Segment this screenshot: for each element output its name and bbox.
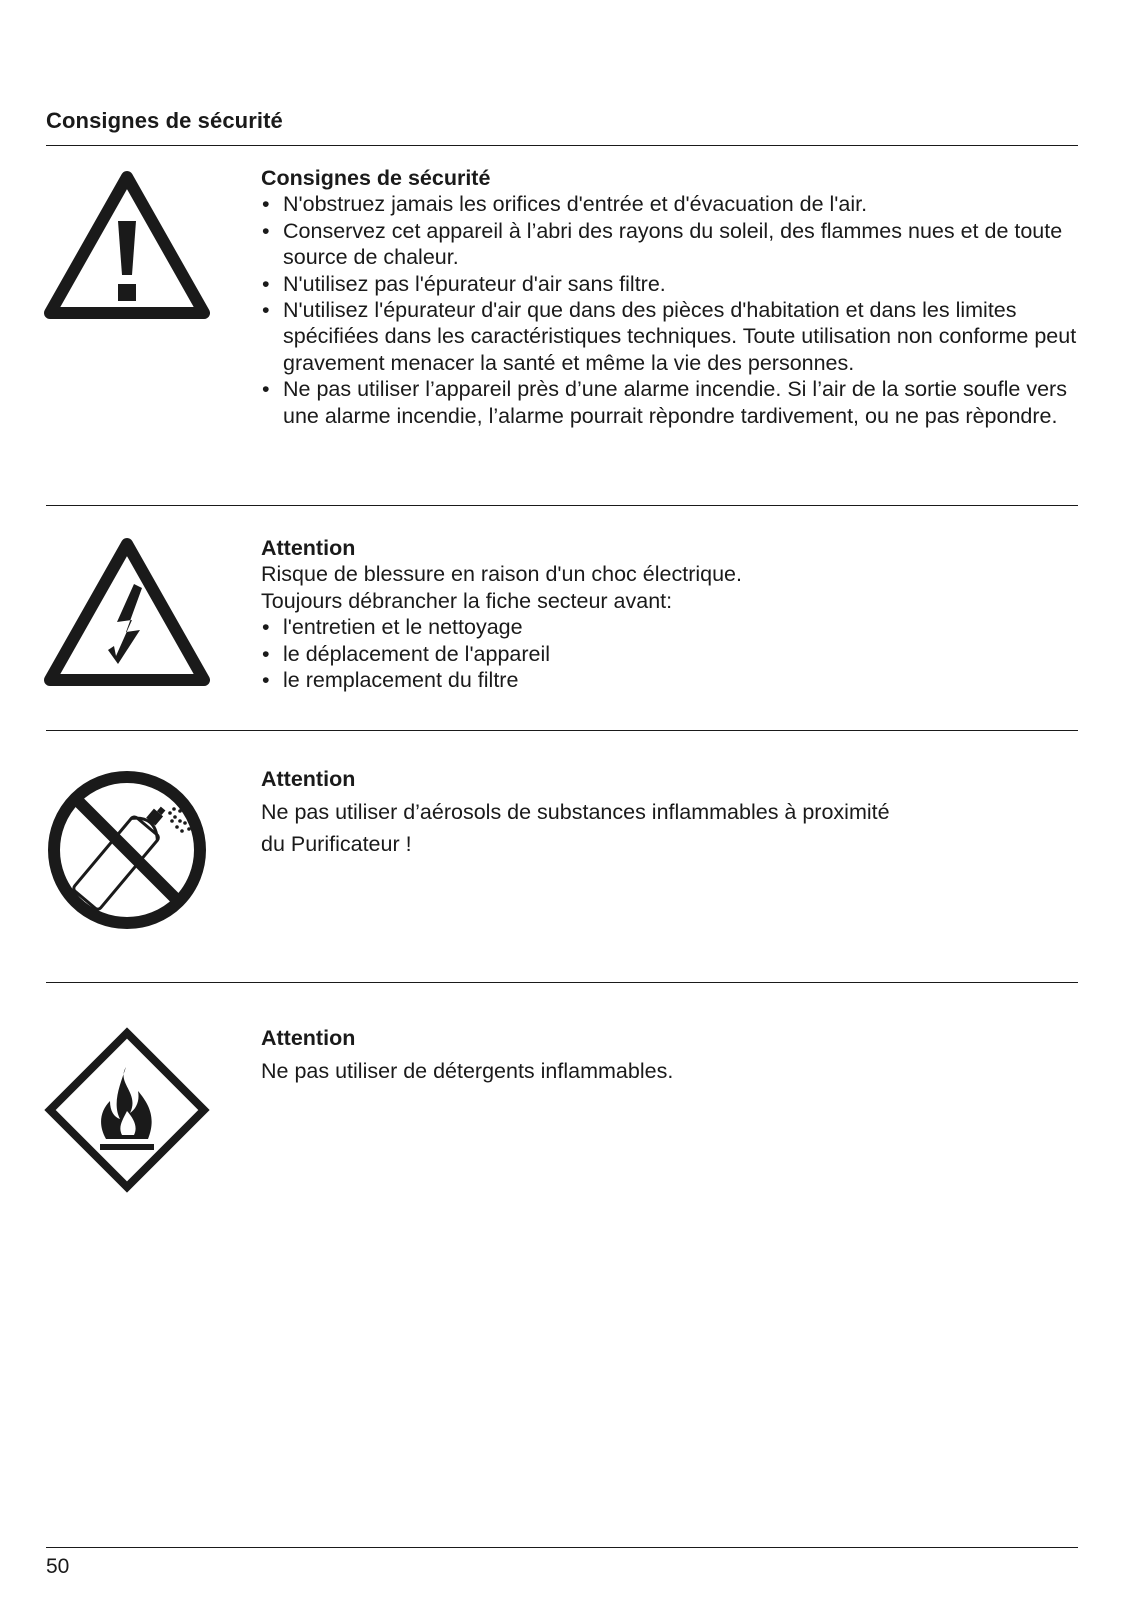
list-item: • le déplacement de l'appareil (261, 641, 1081, 667)
list-item: • N'utilisez pas l'épurateur d'air sans filtre. (261, 271, 1081, 297)
section-divider (46, 730, 1078, 731)
section-safety-instructions (261, 165, 1081, 429)
section-no-aerosol (261, 766, 1081, 860)
list-item: • Conservez cet appareil à l’abri des rayons du soleil, des flammes nues et de toute source de chaleur. (261, 218, 1081, 271)
no-aerosol-spray-icon (44, 767, 210, 933)
section-divider (46, 982, 1078, 983)
list-item: • l'entretien et le nettoyage (261, 614, 1081, 640)
bullet-list (261, 614, 1081, 693)
paragraph-line: Toujours débrancher la fiche secteur avant: (261, 588, 673, 613)
flammable-hazard-icon (44, 1027, 210, 1193)
section-divider (46, 505, 1078, 506)
list-item: • Ne pas utiliser l’appareil près d’une alarme incendie. Si l’air de la sortie soufle vers une alarme incendie, l’alarme pourrait rèpondre tardivement, ou ne pas rèpondre. (261, 376, 1081, 429)
section-electric-shock (261, 535, 1081, 693)
paragraph-line: Ne pas utiliser d’aérosols de substances inflammables à proximité (261, 800, 890, 825)
page-title: Consignes de sécurité (46, 108, 283, 133)
section-heading: Attention (261, 536, 356, 560)
paragraph-line: Risque de blessure en raison d'un choc électrique. (261, 562, 742, 587)
section-heading: Attention (261, 1026, 356, 1050)
footer-divider (46, 1547, 1078, 1548)
paragraph-line: du Purificateur ! (261, 832, 412, 857)
section-heading: Consignes de sécurité (261, 166, 491, 190)
section-heading: Attention (261, 767, 356, 791)
bullet-list (261, 191, 1081, 429)
list-item: • le remplacement du filtre (261, 667, 1081, 693)
page-number: 50 (46, 1555, 70, 1578)
electric-shock-warning-icon (44, 530, 210, 696)
header-divider (46, 145, 1078, 146)
list-item: • N'obstruez jamais les orifices d'entrée et d'évacuation de l'air. (261, 191, 1081, 217)
paragraph-line: Ne pas utiliser de détergents inflammables. (261, 1059, 674, 1084)
list-item: • N'utilisez l'épurateur d'air que dans des pièces d'habitation et dans les limites spécifiées dans les caractéristiques techniques. Toute utilisation non conforme peut gravement menacer la santé et même la vie des personnes. (261, 297, 1081, 376)
section-flammable (261, 1025, 1081, 1087)
general-warning-triangle-icon (44, 163, 210, 329)
